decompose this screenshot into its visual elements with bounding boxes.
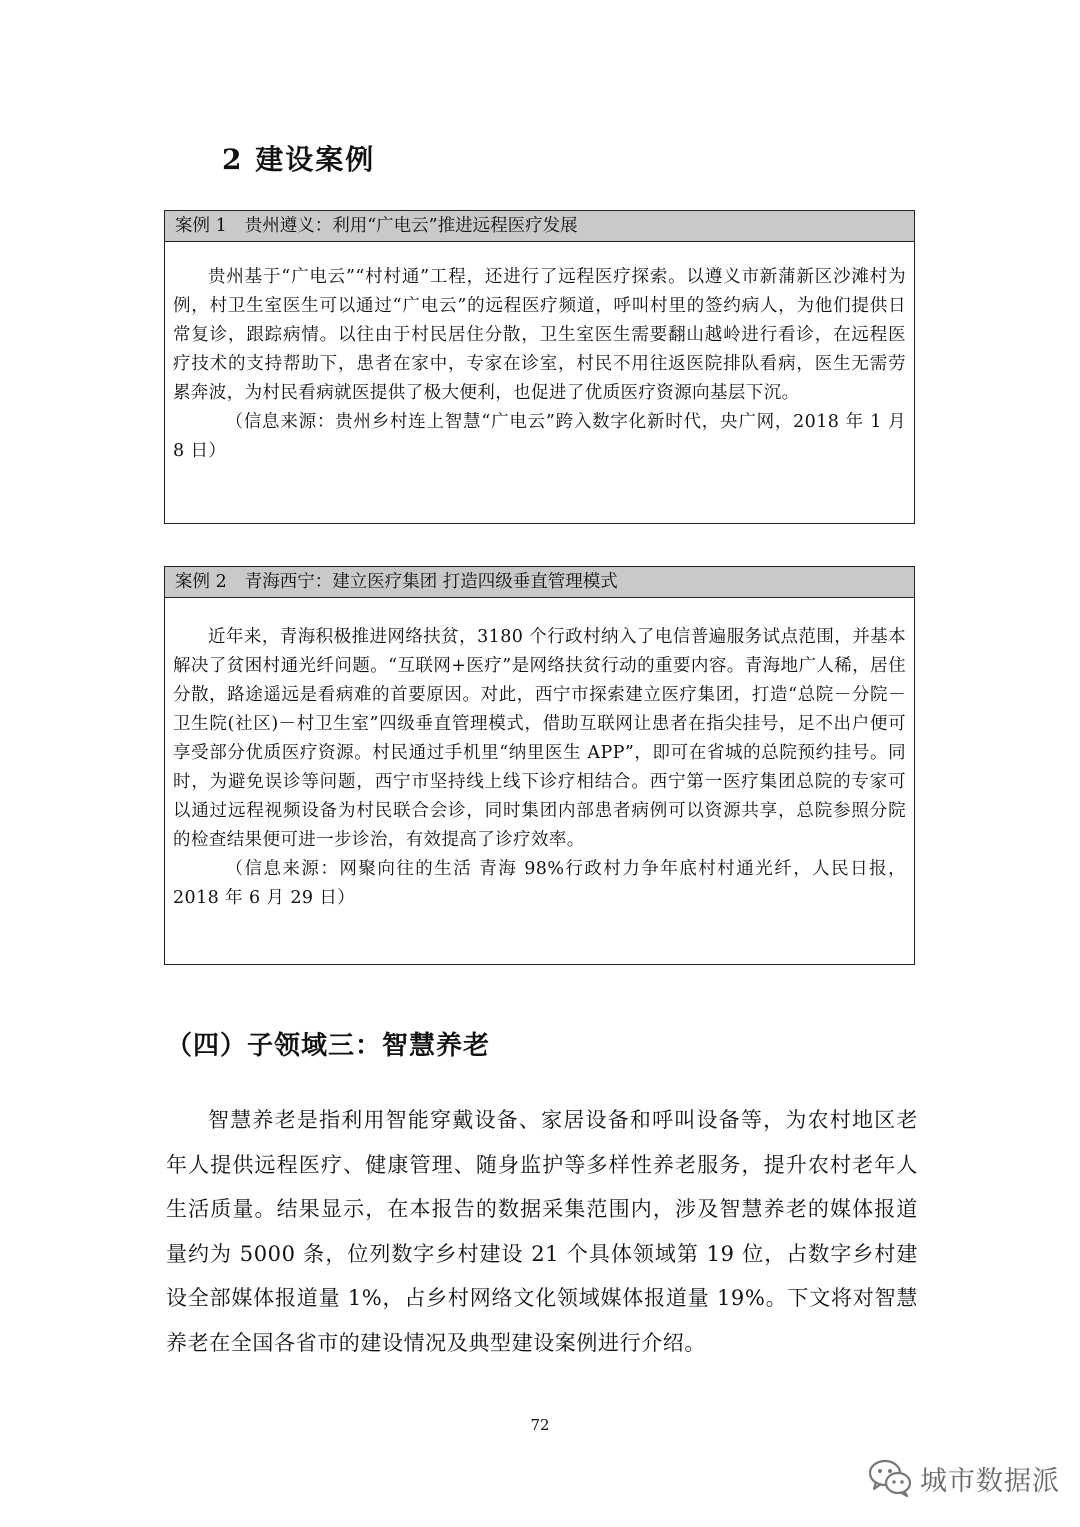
- case-header: [165, 567, 914, 598]
- case-title: 贵州遵义：利用“广电云”推进远程医疗发展: [244, 216, 578, 236]
- case-body: [165, 598, 914, 913]
- case-source: （信息来源：贵州乡村连上智慧“广电云”跨入数字化新时代，央广网，2018 年 1 月 8 日）: [173, 412, 906, 461]
- case-paragraph: 近年来，青海积极推进网络扶贫，3180 个行政村纳入了电信普遍服务试点范围，并基本解决了贫困村通光纤问题。“互联网+医疗”是网络扶贫行动的重要内容。青海地广人稀，居住分散，路途遥远是看病难的首要原因。对此，西宁市探索建立医疗集团，打造“总院－分院－卫生院(社区)－村卫生室”四级垂直管理模式，借助互联网让患者在指尖挂号，足不出户便可享受部分优质医疗资源。村民通过手机里“纳里医生 APP”，即可在省城的总院预约挂号。同时，为避免误诊等问题，西宁市坚持线上线下诊疗相结合。西宁第一医疗集团总院的专家可以通过远程视频设备为村民联合会诊，同时集团内部患者病例可以资源共享，总院参照分院的检查结果便可进一步诊治，有效提高了诊疗效率。: [173, 627, 906, 850]
- case-title: 青海西宁：建立医疗集团 打造四级垂直管理模式: [244, 572, 618, 592]
- main-paragraph: 智慧养老是指利用智能穿戴设备、家居设备和呼叫设备等，为农村地区老年人提供远程医疗、健康管理、随身监护等多样性养老服务，提升农村老年人生活质量。结果显示，在本报告的数据采集范围内，涉及智慧养老的媒体报道量约为 5000 条，位列数字乡村建设 21 个具体领域第 19 位，占数字乡村建设全部媒体报道量 1%，占乡村网络文化领域媒体报道量 19%。下文将对智慧养老在全国各省市的建设情况及典型建设案例进行介绍。: [166, 1108, 918, 1355]
- case-label: 案例 1: [175, 216, 227, 236]
- case-body: [165, 242, 914, 466]
- case-paragraph: 贵州基于“广电云”“村村通”工程，还进行了远程医疗探索。以遵义市新蒲新区沙滩村为例，村卫生室医生可以通过“广电云”的远程医疗频道，呼叫村里的签约病人，为他们提供日常复诊，跟踪病情。以往由于村民居住分散，卫生室医生需要翻山越岭进行看诊，在远程医疗技术的支持帮助下，患者在家中，专家在诊室，村民不用往返医院排队看病，医生无需劳累奔波，为村民看病就医提供了极大便利，也促进了优质医疗资源向基层下沉。: [173, 267, 906, 403]
- wechat-icon: [868, 1458, 912, 1498]
- watermark-text: 城市数据派: [920, 1465, 1060, 1497]
- section-title: 2 建设案例: [222, 143, 376, 176]
- subsection-title: （四）子领域三：智慧养老: [166, 1031, 491, 1061]
- case-box-2: [164, 566, 915, 965]
- page-number: 72: [530, 1416, 550, 1434]
- case-header: [165, 211, 914, 242]
- watermark: [868, 1455, 1060, 1501]
- case-box-1: [164, 210, 915, 524]
- case-source: （信息来源：网聚向往的生活 青海 98%行政村力争年底村村通光纤，人民日报，2018 年 6 月 29 日）: [173, 859, 906, 908]
- case-label: 案例 2: [175, 572, 227, 592]
